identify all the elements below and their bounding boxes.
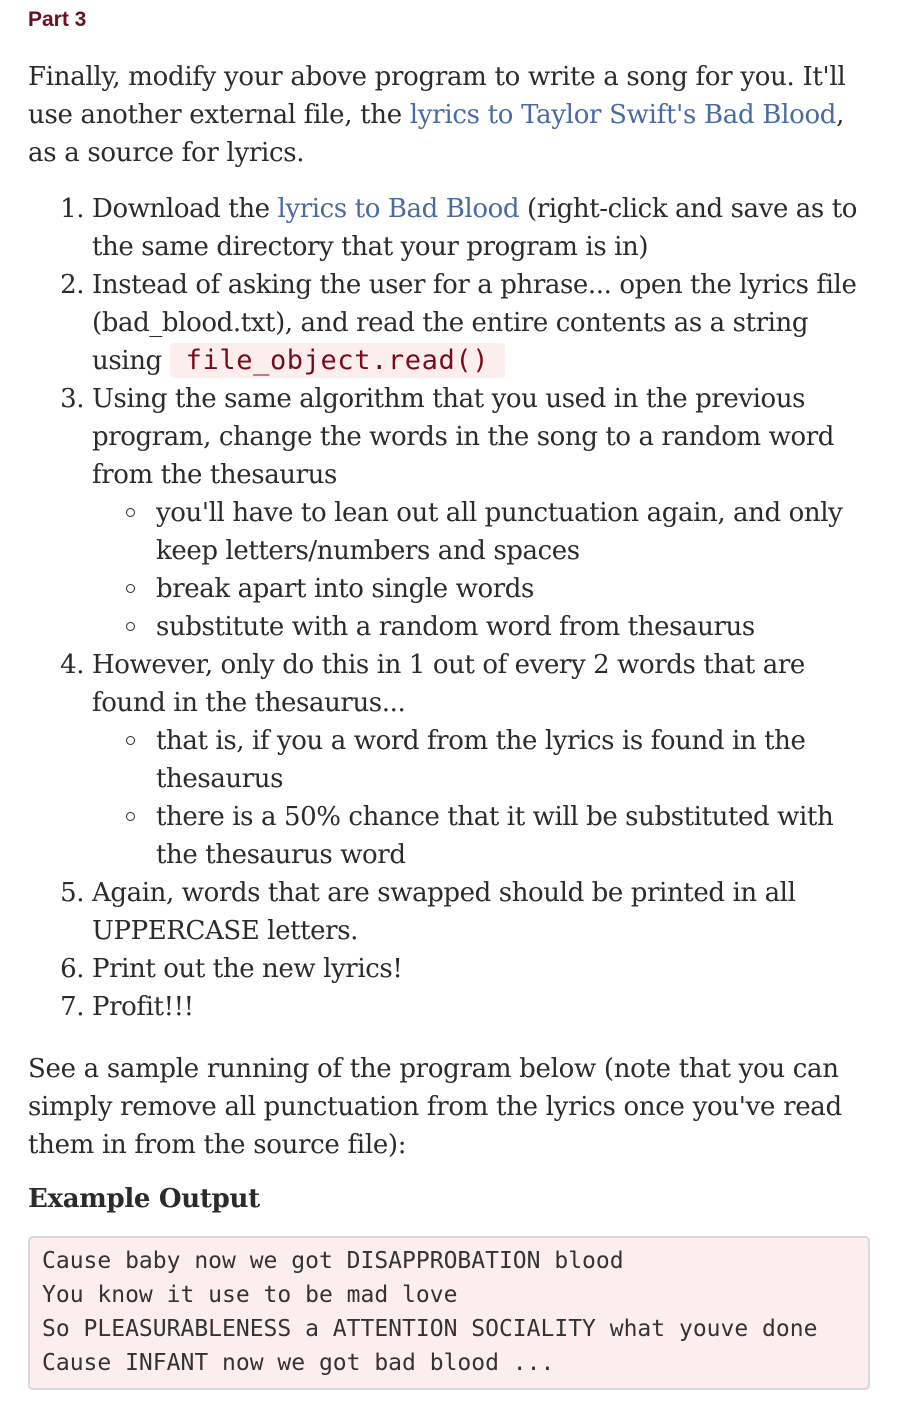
bad-blood-lyrics-link[interactable]: lyrics to Taylor Swift's Bad Blood [409,100,837,130]
step-3-sub-3: substitute with a random word from thesaurus [156,608,878,646]
step-4-text: However, only do this in 1 out of every 2 words that are found in the thesaurus... [92,650,805,718]
document-page [28,0,878,1390]
step-4-sub-1: that is, if you a word from the lyrics is found in the thesaurus [156,722,878,798]
step-5: 5. Again, words that are swapped should be printed in all UPPERCASE letters. [92,874,878,950]
step-4 [92,646,878,874]
step-3-sub-2: break apart into single words [156,570,878,608]
inline-code-read: file_object.read() [170,343,505,378]
example-output-heading: Example Output [28,1184,260,1214]
output-line-3: So PLEASURABLENESS a ATTENTION SOCIALITY what youve done [42,1316,818,1342]
sample-run-paragraph: See a sample running of the program below (note that you can simply remove all punctuation from the lyrics once you've read them in from the source file): [28,1054,842,1160]
step-3 [92,380,878,646]
step-3-sub-1: you'll have to lean out all punctuation again, and only keep letters/numbers and spaces [156,494,878,570]
intro-text-before: Finally, modify your above program to write a song for you. It'll use another external file, the [28,62,846,130]
step-7: 7. Profit!!! [92,988,878,1026]
step-2-text: Instead of asking the user for a phrase... open the lyrics file (bad_blood.txt), and read the entire contents as a string using [92,270,857,376]
intro-text-after: , as a source for lyrics. [28,100,845,168]
step-6: 6. Print out the new lyrics! [92,950,878,988]
output-line-1: Cause baby now we got DISAPPROBATION blood [42,1248,624,1274]
part-heading: Part 3 [28,8,87,31]
step-1-text-after: (right-click and save as to the same directory that your program is in) [92,194,858,262]
step-3-sublist [92,494,878,646]
step-4-sub-2: there is a 50% chance that it will be substituted with the thesaurus word [156,798,878,874]
step-2 [92,266,878,380]
step-1-text-before: Download the [92,194,278,224]
step-1 [92,190,878,266]
example-output-code-block [28,1236,870,1390]
step-3-text: Using the same algorithm that you used in the previous program, change the words in the song to a random word from the thesaurus [92,384,834,490]
step-4-sublist [92,722,878,874]
output-line-2: You know it use to be mad love [42,1282,458,1308]
output-line-4: Cause INFANT now we got bad blood ... [42,1350,555,1376]
intro-paragraph [28,58,878,172]
steps-list [28,190,878,1026]
download-lyrics-link[interactable]: lyrics to Bad Blood [277,194,520,224]
